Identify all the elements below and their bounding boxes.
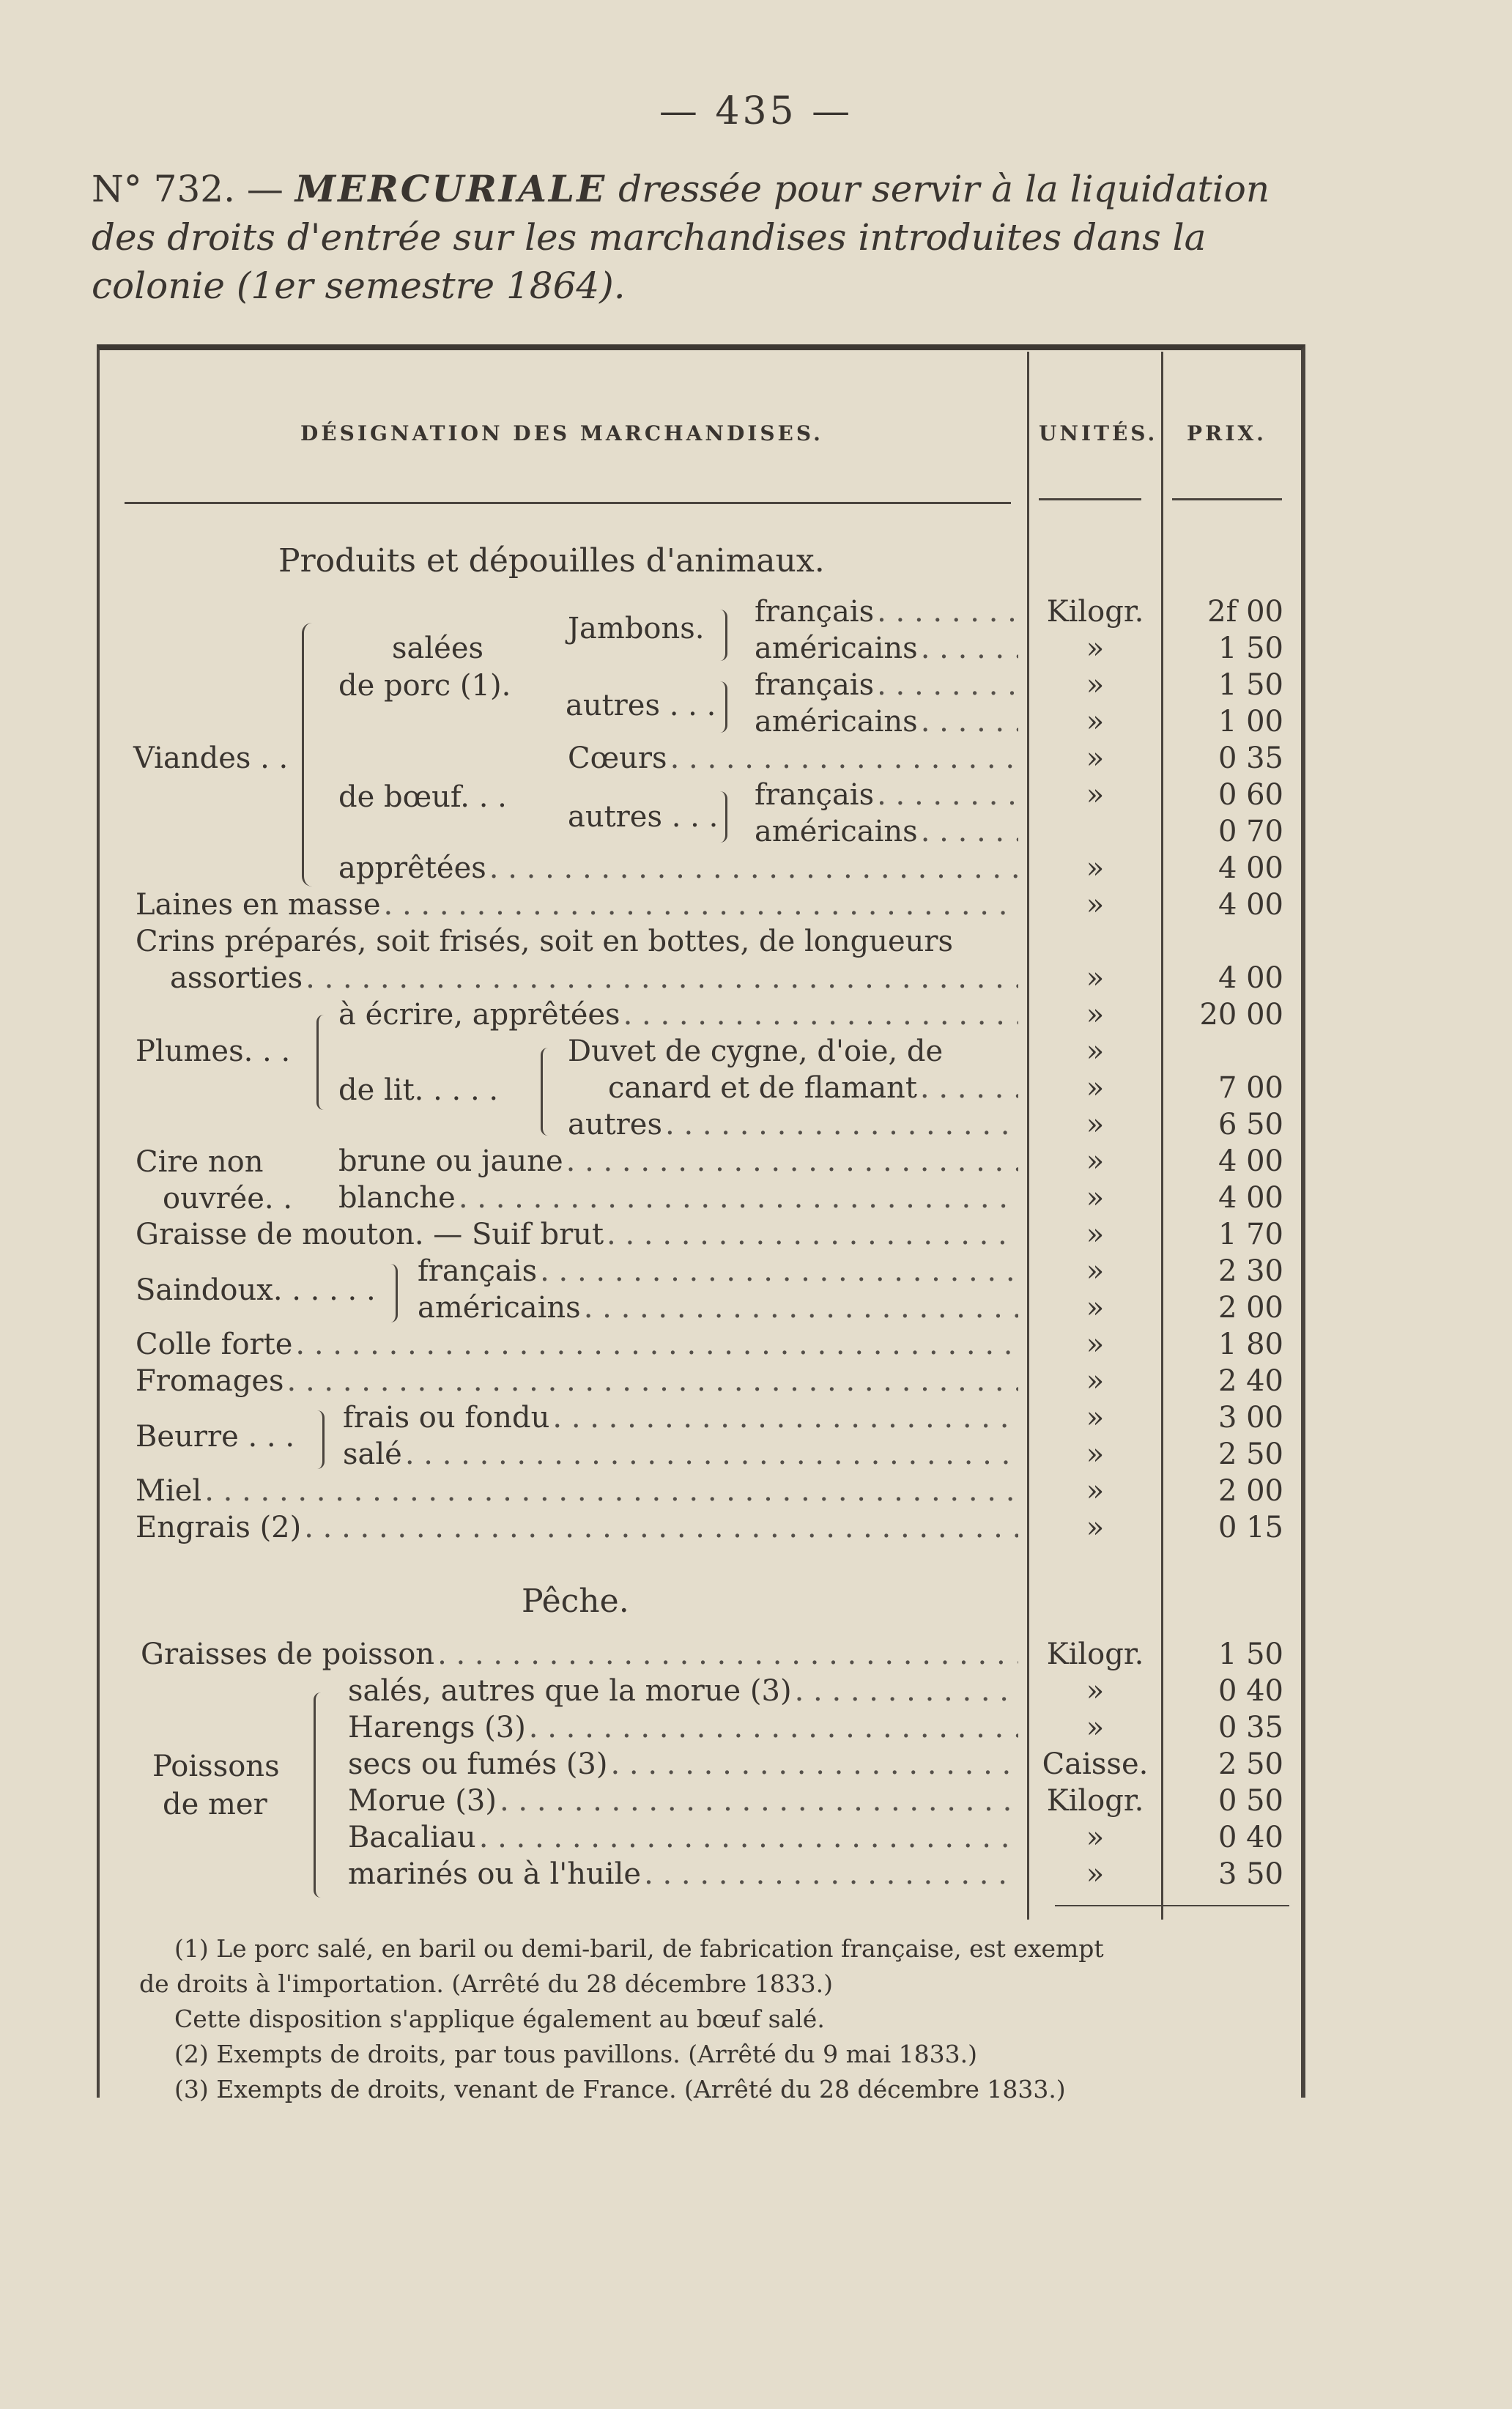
table-row: américains . . . [418, 1291, 1018, 1329]
price-cell: 2 00 [1218, 1474, 1283, 1508]
price-cell: 0 50 [1218, 1784, 1283, 1818]
price-cell: 7 00 [1218, 1071, 1283, 1105]
price-cell: 0 70 [1218, 815, 1283, 848]
group-viandes: Viandes . . [133, 741, 289, 775]
table-row: apprêtées . . . [338, 851, 1018, 889]
footnote-1-note: Cette disposition s'applique également au bœuf salé. [174, 2005, 825, 2033]
table-row: Crins préparés, soit frisés, soit en bottes, de longueurs [136, 925, 954, 958]
footnote-1: (1) Le porc salé, en baril ou demi-baril, de fabrication française, est exempt [174, 1934, 1104, 1963]
table-row: salés, autres que la morue (3) . . . [348, 1674, 1018, 1712]
price-cell: 0 35 [1218, 1711, 1283, 1744]
table-row: blanche . . . [338, 1181, 1018, 1219]
brace-poissons [314, 1692, 323, 1898]
unit-cell: Kilogr. [1046, 1638, 1144, 1671]
group-de-porc: de porc (1). [338, 669, 511, 703]
unit-cell: » [1086, 1401, 1105, 1435]
price-cell: 2 40 [1218, 1364, 1283, 1398]
price-cell: 1 50 [1218, 632, 1283, 665]
column-divider-units [1027, 352, 1029, 1920]
price-cell: 2 00 [1218, 1291, 1283, 1325]
table-row: français . . . [755, 778, 1018, 816]
unit-cell: » [1086, 1181, 1105, 1215]
group-de-lit: de lit. . . . . [338, 1073, 499, 1107]
group-saindoux: Saindoux. . . . . . [136, 1273, 376, 1307]
table-row: frais ou fondu . . . [343, 1401, 1018, 1439]
price-cell [1165, 1035, 1289, 1073]
table-row: américains . . . [755, 632, 1018, 670]
price-cell: 0 40 [1218, 1674, 1283, 1708]
table-row: Cœurs . . . [568, 741, 1018, 780]
title-number: N° 732. — [92, 168, 284, 210]
unit-cell: » [1086, 1474, 1105, 1508]
unit-cell: » [1086, 632, 1105, 665]
group-plumes: Plumes. . . [136, 1035, 291, 1068]
price-cell: 0 35 [1218, 741, 1283, 775]
price-cell: 6 50 [1218, 1108, 1283, 1141]
group-autres-boeuf: autres . . . [568, 800, 719, 834]
header-units: UNITÉS. [1039, 421, 1158, 445]
unit-cell [1033, 925, 1157, 963]
unit-cell: » [1086, 1437, 1105, 1471]
section-peche: Pêche. [522, 1583, 629, 1620]
header-price: PRIX. [1187, 421, 1267, 445]
table-row: Graisse de mouton. — Suif brut . . . [136, 1218, 1018, 1256]
brace-duvet [541, 1048, 550, 1136]
table-row: américains . . . [755, 815, 1018, 853]
unit-cell: » [1086, 851, 1105, 885]
unit-cell: » [1086, 1821, 1105, 1854]
table-row: marinés ou à l'huile . . . [348, 1857, 1018, 1895]
unit-cell: » [1086, 1071, 1105, 1105]
header-designation: DÉSIGNATION DES MARCHANDISES. [300, 421, 823, 445]
table-row: à écrire, apprêtées . . . [338, 998, 1018, 1036]
group-autres-porc: autres . . . [566, 689, 716, 722]
group-cire-2: ouvrée. . [163, 1182, 293, 1215]
table-bottom-rule [1055, 1905, 1289, 1906]
price-cell: 20 00 [1199, 998, 1283, 1032]
group-poissons-1: Poissons [152, 1750, 280, 1783]
price-cell: 4 00 [1218, 1144, 1283, 1178]
table-row: Duvet de cygne, d'oie, de [568, 1035, 944, 1068]
table-row: salé . . . [343, 1437, 1018, 1476]
document-title [92, 165, 1308, 310]
unit-cell: » [1086, 1218, 1105, 1251]
footnote-2: (2) Exempts de droits, par tous pavillons. (Arrêté du 9 mai 1833.) [174, 2040, 977, 2068]
table-row: Graisses de poisson . . . [141, 1638, 1018, 1676]
table-row: français . . . [755, 668, 1018, 706]
price-cell [1165, 925, 1289, 963]
table-row: secs ou fumés (3) . . . [348, 1747, 1018, 1786]
unit-cell: » [1086, 1674, 1105, 1708]
table-row: français . . . [418, 1254, 1018, 1292]
brace-plumes [316, 1015, 326, 1110]
price-cell: 0 40 [1218, 1821, 1283, 1854]
unit-cell: Kilogr. [1046, 1784, 1144, 1818]
brace-autres-porc [718, 681, 727, 733]
table-row: Morue (3) . . . [348, 1784, 1018, 1822]
brace-viandes [302, 623, 314, 887]
price-cell: 1 50 [1218, 1638, 1283, 1671]
title-line3: colonie (1er semestre 1864). [92, 264, 626, 307]
column-divider-price [1161, 352, 1163, 1920]
table-row: Laines en masse . . . [136, 888, 1018, 926]
footnote-1-cont: de droits à l'importation. (Arrêté du 28 décembre 1833.) [139, 1969, 834, 1998]
unit-cell: » [1086, 1108, 1105, 1141]
header-rule-designation [125, 502, 1011, 504]
brace-jambons [718, 610, 727, 661]
table-row: américains . . . [755, 705, 1018, 743]
group-beurre: Beurre . . . [136, 1420, 295, 1454]
page-number: — 435 — [659, 89, 853, 133]
unit-cell: » [1086, 705, 1105, 739]
unit-cell: » [1086, 1144, 1105, 1178]
unit-cell: » [1086, 1035, 1105, 1068]
header-rule-price [1172, 498, 1282, 500]
price-cell: 1 00 [1218, 705, 1283, 739]
unit-cell: Caisse. [1042, 1747, 1149, 1781]
table-row: Fromages . . . [136, 1364, 1018, 1402]
price-cell: 1 50 [1218, 668, 1283, 702]
unit-cell: » [1086, 1711, 1105, 1744]
title-mercuriale: MERCURIALE [294, 167, 607, 210]
unit-cell: » [1086, 998, 1105, 1032]
table-row: assorties . . . [170, 961, 1018, 999]
unit-cell: » [1086, 1511, 1105, 1544]
price-cell: 0 15 [1218, 1511, 1283, 1544]
price-cell: 2 30 [1218, 1254, 1283, 1288]
title-line2: des droits d'entrée sur les marchandises introduites dans la [92, 216, 1207, 259]
price-cell: 3 50 [1218, 1857, 1283, 1891]
table-row: Bacaliau . . . [348, 1821, 1018, 1859]
table-row: brune ou jaune . . . [338, 1144, 1018, 1183]
table-row: Miel . . . [136, 1474, 1018, 1512]
unit-cell: Kilogr. [1046, 595, 1144, 629]
header-rule-units [1039, 498, 1141, 500]
unit-cell: » [1086, 1857, 1105, 1891]
section-animaux: Produits et dépouilles d'animaux. [278, 542, 825, 580]
unit-cell: » [1086, 888, 1105, 922]
price-cell: 4 00 [1218, 1181, 1283, 1215]
footnote-3: (3) Exempts de droits, venant de France. (Arrêté du 28 décembre 1833.) [174, 2075, 1066, 2103]
price-cell: 1 80 [1218, 1328, 1283, 1361]
group-poissons-2: de mer [163, 1788, 267, 1821]
unit-cell: » [1086, 1291, 1105, 1325]
price-cell: 2 50 [1218, 1747, 1283, 1781]
brace-saindoux [388, 1264, 398, 1322]
unit-cell: » [1086, 741, 1105, 775]
price-cell: 0 60 [1218, 778, 1283, 812]
table-row: Harengs (3) . . . [348, 1711, 1018, 1749]
group-de-boeuf: de bœuf. . . [338, 780, 507, 814]
unit-cell: » [1086, 778, 1105, 812]
price-cell: 4 00 [1218, 851, 1283, 885]
title-line1-rest: dressée pour servir à la liquidation [618, 168, 1270, 210]
unit-cell: » [1086, 1254, 1105, 1288]
table-row: canard et de flamant . . . [608, 1071, 1018, 1109]
group-cire-1: Cire non [136, 1145, 264, 1179]
price-cell: 2f 00 [1207, 595, 1283, 629]
unit-cell: » [1086, 961, 1105, 995]
price-cell: 3 00 [1218, 1401, 1283, 1435]
table-row: Engrais (2) . . . [136, 1511, 1018, 1549]
unit-cell [1033, 815, 1157, 853]
table-row: français . . . [755, 595, 1018, 633]
price-cell: 4 00 [1218, 961, 1283, 995]
price-cell: 1 70 [1218, 1218, 1283, 1251]
table-row: autres . . . [568, 1108, 1018, 1146]
brace-beurre [315, 1410, 325, 1469]
price-cell: 4 00 [1218, 888, 1283, 922]
table-row: Colle forte . . . [136, 1328, 1018, 1366]
unit-cell: » [1086, 668, 1105, 702]
price-cell: 2 50 [1218, 1437, 1283, 1471]
group-salees: salées [392, 632, 484, 665]
unit-cell: » [1086, 1364, 1105, 1398]
brace-autres-boeuf [718, 791, 727, 843]
unit-cell: » [1086, 1328, 1105, 1361]
group-jambons: Jambons. [568, 612, 705, 645]
